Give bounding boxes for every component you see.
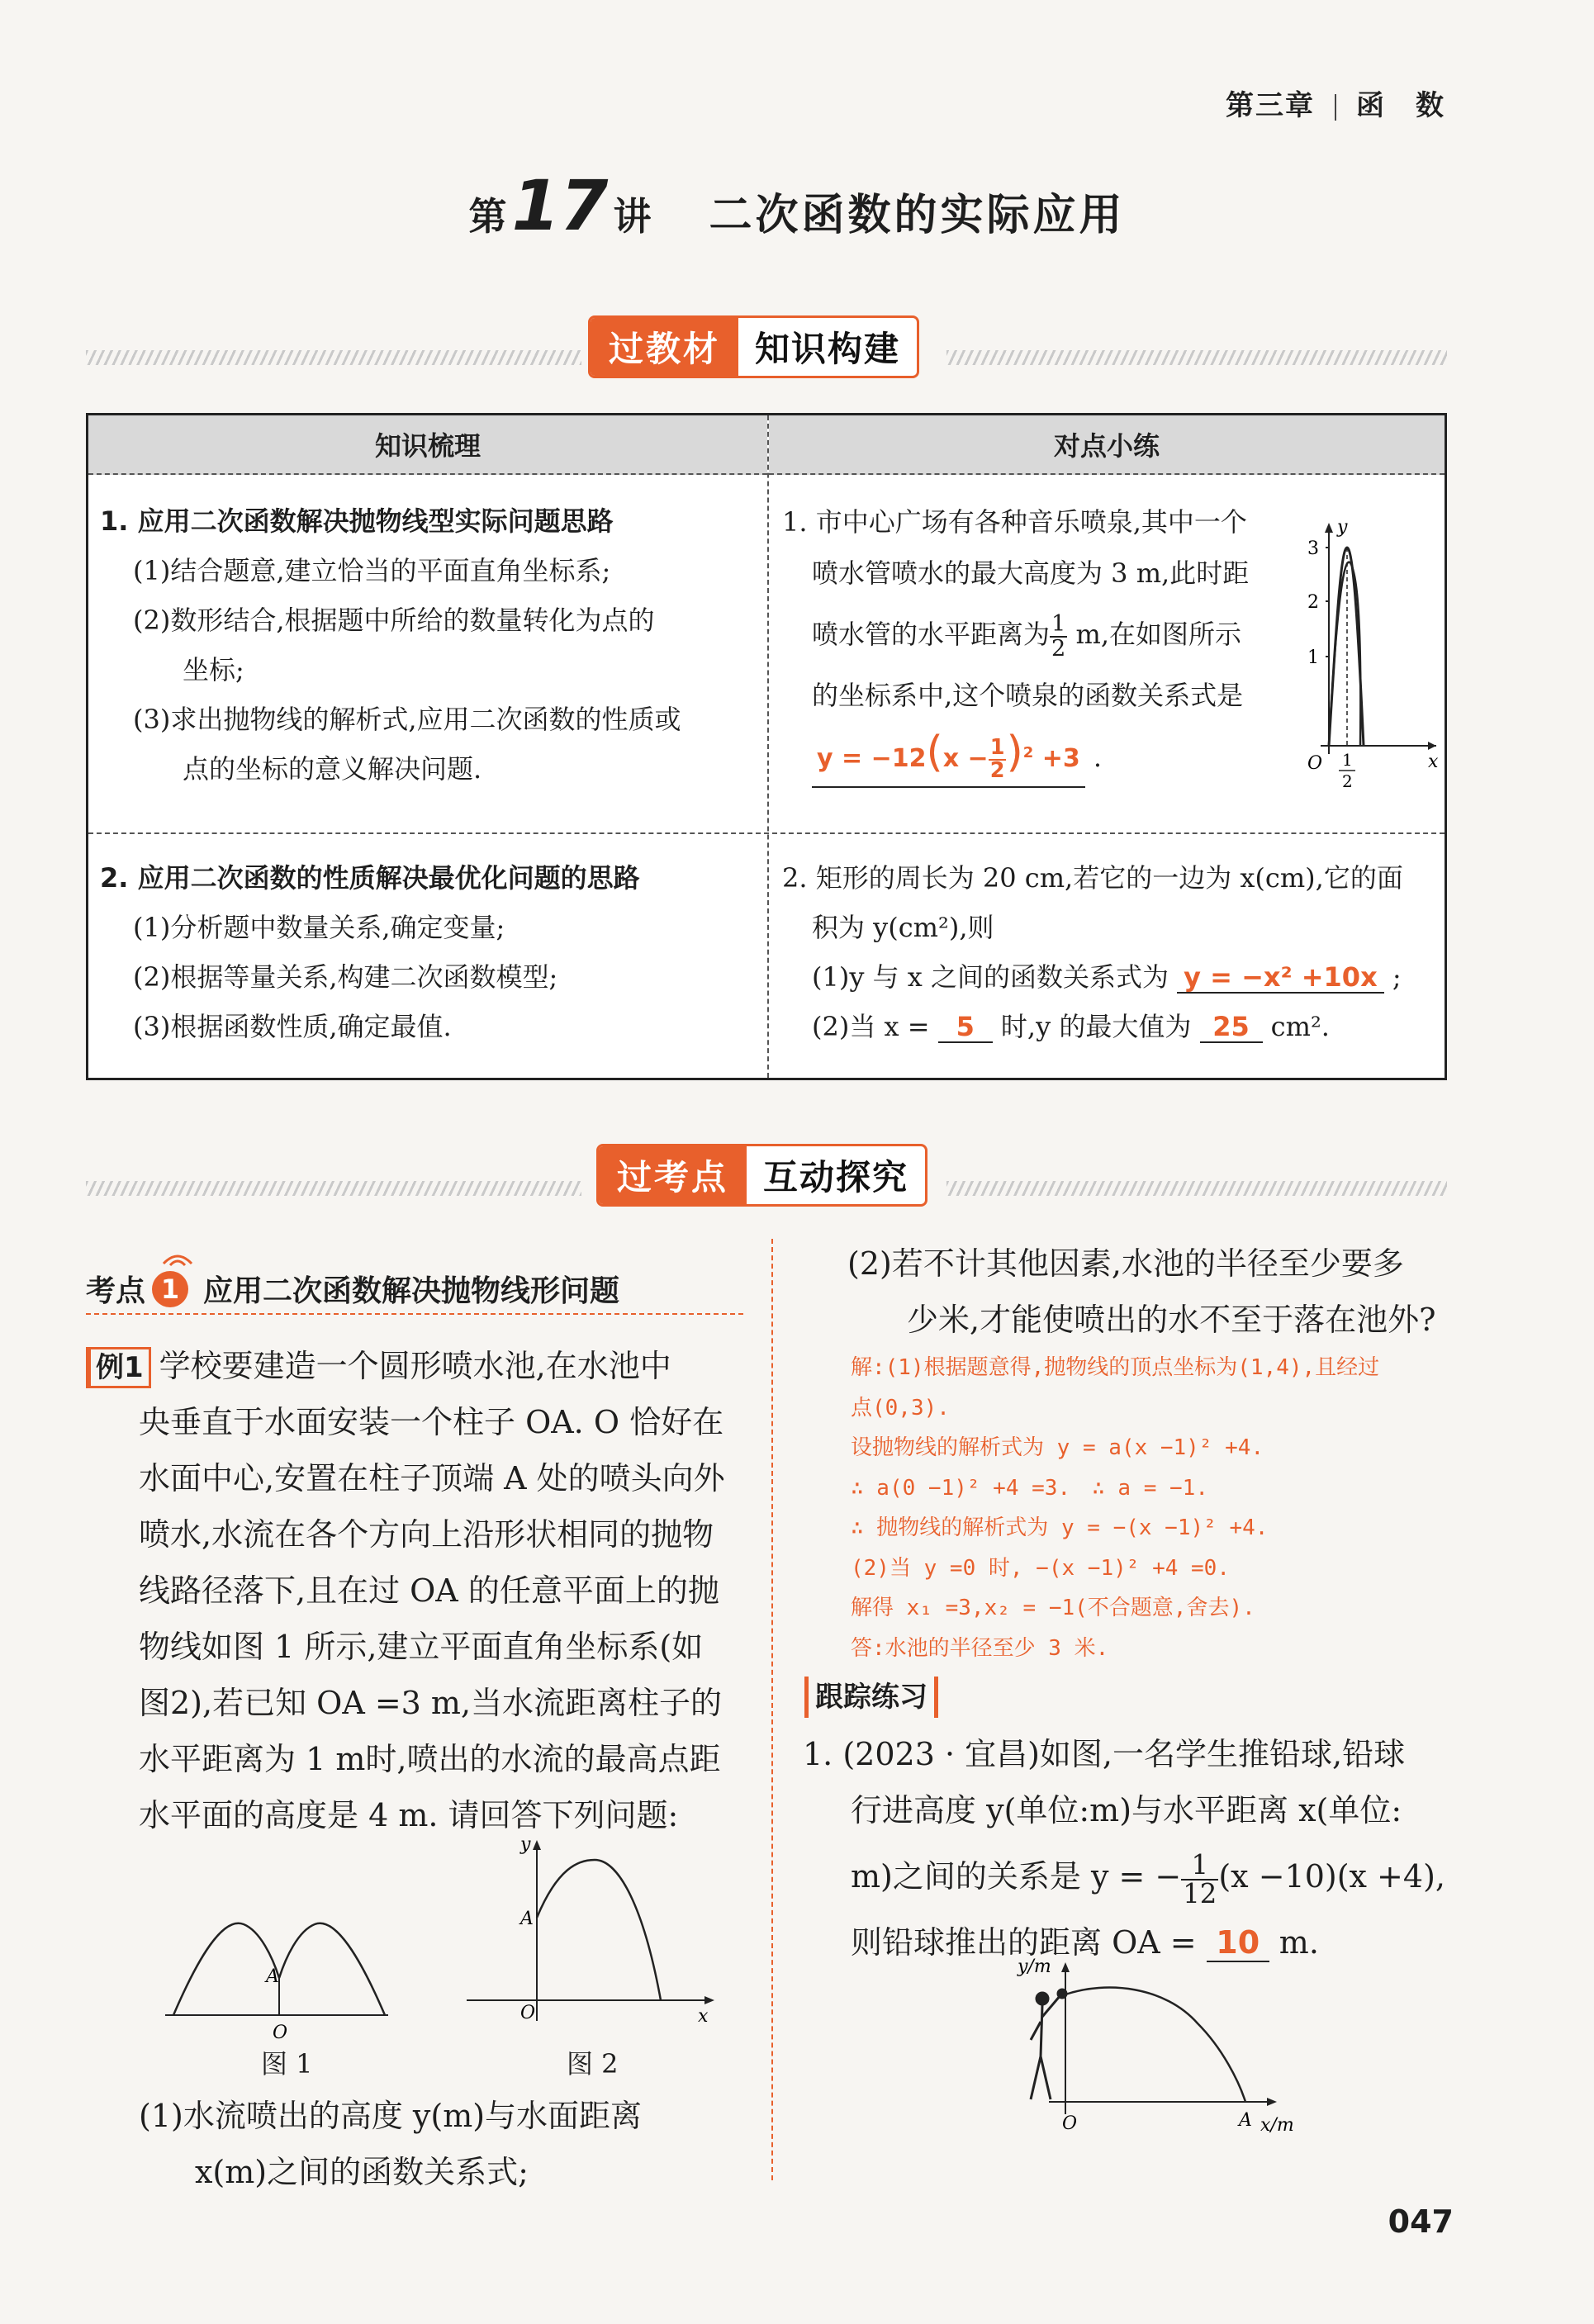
exercise-line-fraction bbox=[782, 599, 1294, 670]
fraction-one-twelfth bbox=[1181, 1849, 1218, 1909]
figure-2 bbox=[463, 1835, 719, 2025]
question-text: 时,y 的最大值为 bbox=[1000, 1011, 1192, 1042]
cell-exercise-2 bbox=[782, 853, 1435, 1051]
paren-close: ) bbox=[1006, 728, 1023, 777]
list-item: (2)根据等量关系,构建二次函数模型; bbox=[133, 961, 558, 993]
example-line: 央垂直于水面安装一个柱子 OA. O 恰好在 bbox=[139, 1404, 724, 1440]
practice-line: 1. (2023 · 宜昌)如图,一名学生推铅球,铅球 bbox=[803, 1736, 1406, 1772]
list-item: (3)根据函数性质,确定最值. bbox=[133, 1011, 452, 1042]
x-axis-arrow bbox=[1428, 742, 1436, 750]
banner-tag: 过教材 bbox=[591, 318, 738, 376]
example-line: 图2),若已知 OA =3 m,当水流距离柱子的 bbox=[139, 1685, 723, 1721]
kaodian-number-badge: 1 bbox=[152, 1271, 188, 1307]
banner-stripes-right bbox=[946, 1181, 1447, 1196]
title-number: 17 bbox=[511, 165, 609, 246]
fraction-num: 1 bbox=[1051, 611, 1066, 638]
right-parabola bbox=[279, 1923, 385, 2015]
point-a-label: A bbox=[1239, 2110, 1252, 2131]
x-axis-arrow bbox=[704, 1996, 714, 2004]
x-tick-den: 2 bbox=[1342, 771, 1353, 787]
x-label: x bbox=[698, 2006, 709, 2025]
column-divider bbox=[771, 1239, 773, 2180]
fraction-den: 12 bbox=[1183, 1877, 1217, 1909]
list-item: (3)求出抛物线的解析式,应用二次函数的性质或 bbox=[133, 704, 681, 735]
exercise-line: 2. 矩形的周长为 20 cm,若它的一边为 x(cm),它的面 bbox=[782, 862, 1403, 894]
cell-optimization-method bbox=[100, 853, 761, 1051]
paren-open: ( bbox=[926, 728, 943, 777]
exercise-line: 1. 市中心广场有各种音乐喷泉,其中一个 bbox=[782, 506, 1247, 538]
lecture-title bbox=[0, 165, 1594, 246]
section-banner-exam bbox=[596, 1144, 927, 1207]
example-question-2 bbox=[847, 1236, 1459, 1348]
practice-text: 则铅球推出的距离 OA = bbox=[851, 1924, 1197, 1961]
origin-label: O bbox=[1062, 2113, 1078, 2134]
signal-icon bbox=[157, 1245, 198, 1267]
left-parabola bbox=[173, 1923, 279, 2015]
topic-label: 函 数 bbox=[1356, 89, 1445, 122]
kaodian-heading bbox=[86, 1268, 619, 1310]
question-text: ; bbox=[1392, 961, 1402, 993]
answer-fraction bbox=[989, 735, 1007, 783]
example-question-1 bbox=[139, 2088, 750, 2200]
origin-label: O bbox=[520, 2003, 536, 2023]
running-header bbox=[1226, 83, 1445, 123]
exercise-line: 喷水管喷水的最大高度为 3 m,此时距 bbox=[812, 557, 1250, 589]
cell-heading: 2. 应用二次函数的性质解决最优化问题的思路 bbox=[100, 862, 640, 894]
table-header-left: 知识梳理 bbox=[88, 415, 767, 475]
x-label: x/m bbox=[1260, 2115, 1294, 2136]
practice-text: m. bbox=[1279, 1924, 1319, 1961]
example-line: 水平距离为 1 m时,喷出的水流的最高点距 bbox=[139, 1741, 721, 1777]
question-line: (2)若不计其他因素,水池的半径至少要多 bbox=[847, 1245, 1404, 1282]
section-banner-textbook bbox=[588, 315, 919, 378]
practice-1 bbox=[803, 1726, 1464, 1971]
fraction-den: 2 bbox=[1051, 635, 1066, 662]
practice-text: (x −10)(x +4), bbox=[1218, 1858, 1445, 1895]
example-text: 学校要建造一个圆形喷水池,在水池中 bbox=[159, 1348, 671, 1384]
practice-line-fraction bbox=[803, 1838, 1464, 1914]
banner-label: 知识构建 bbox=[755, 329, 901, 369]
answer-part: x − bbox=[942, 744, 989, 773]
question-text: cm². bbox=[1270, 1011, 1330, 1042]
kaodian-underline bbox=[86, 1313, 743, 1315]
banner-stripes-right bbox=[946, 350, 1447, 365]
example-line: 喷水,水流在各个方向上沿形状相同的抛物 bbox=[139, 1516, 714, 1553]
answer-blank: 25 bbox=[1200, 1013, 1263, 1043]
point-a-label: A bbox=[266, 1966, 279, 1987]
example-line: 水平面的高度是 4 m. 请回答下列问题: bbox=[139, 1797, 679, 1833]
example-line: 物线如图 1 所示,建立平面直角坐标系(如 bbox=[139, 1629, 704, 1665]
kaodian-title: 应用二次函数解决抛物线形问题 bbox=[203, 1274, 620, 1308]
origin-label: O bbox=[273, 2023, 288, 2043]
figure-2-caption: 图 2 bbox=[567, 2048, 619, 2080]
answer-part: +3 bbox=[1041, 744, 1080, 773]
title-prefix: 第 bbox=[468, 194, 507, 239]
answer-blank-1 bbox=[812, 724, 1085, 788]
example-line-1 bbox=[86, 1338, 747, 1394]
list-item: 点的坐标的意义解决问题. bbox=[183, 753, 482, 785]
fraction-half bbox=[1050, 611, 1067, 662]
practice-tag: 跟踪练习 bbox=[804, 1677, 938, 1718]
solution-line: 解得 x₁ =3,x₂ = −1(不合题意,舍去). bbox=[851, 1596, 1255, 1620]
solution-line: 解:(1)根据题意得,抛物线的顶点坐标为(1,4),且经过 bbox=[851, 1355, 1380, 1380]
figure-1-caption: 图 1 bbox=[261, 2048, 313, 2080]
question-line: (1)水流喷出的高度 y(m)与水面距离 bbox=[139, 2098, 643, 2134]
question-text: (1)y 与 x 之间的函数关系式为 bbox=[812, 961, 1169, 993]
banner-stripes-left bbox=[86, 1181, 581, 1196]
exercise-line: 积为 y(cm²),则 bbox=[812, 912, 994, 943]
x-tick-num: 1 bbox=[1342, 750, 1353, 770]
exercise-text: 喷水管的水平距离为 bbox=[812, 619, 1051, 650]
answer-blank: y = −x² +10x bbox=[1177, 963, 1384, 994]
y-axis-arrow bbox=[1061, 1962, 1070, 1972]
period: . bbox=[1093, 742, 1103, 773]
tick-label: 1 bbox=[1307, 647, 1319, 668]
answer-exponent: 2 bbox=[1022, 744, 1034, 761]
title-name: 二次函数的实际应用 bbox=[709, 191, 1126, 240]
cell-parabola-method bbox=[100, 496, 761, 794]
cell-heading: 1. 应用二次函数解决抛物线型实际问题思路 bbox=[100, 505, 614, 537]
practice-text: m)之间的关系是 y = − bbox=[851, 1858, 1182, 1895]
question-line: x(m)之间的函数关系式; bbox=[195, 2154, 529, 2190]
fraction-den: 2 bbox=[989, 757, 1005, 783]
list-item: (1)分析题中数量关系,确定变量; bbox=[133, 912, 505, 943]
example-line: 水面中心,安置在柱子顶端 A 处的喷头向外 bbox=[139, 1460, 725, 1496]
y-axis-arrow bbox=[533, 1840, 541, 1850]
answer-line bbox=[782, 724, 1294, 788]
solution-line: ∴ a(0 −1)² +4 =3. ∴ a = −1. bbox=[851, 1475, 1208, 1501]
solution-block bbox=[851, 1348, 1454, 1668]
table-horizontal-divider bbox=[88, 832, 1445, 834]
y-label: y bbox=[520, 1835, 531, 1855]
exercise-q1 bbox=[782, 952, 1435, 1002]
figure-1 bbox=[165, 1900, 388, 2065]
solution-line: 答:水池的半径至少 3 米. bbox=[851, 1635, 1109, 1661]
table-header-right: 对点小练 bbox=[769, 415, 1445, 475]
solution-line: ∴ 抛物线的解析式为 y = −(x −1)² +4. bbox=[851, 1515, 1269, 1540]
shotput-graph bbox=[999, 1957, 1330, 2139]
y-label: y bbox=[1337, 517, 1348, 538]
header-divider bbox=[1335, 94, 1336, 121]
example-1 bbox=[86, 1338, 747, 1843]
point-a-label: A bbox=[520, 1909, 534, 1929]
student-figure-icon bbox=[1031, 1990, 1066, 2099]
question-line: 少米,才能使喷出的水不至于落在池外? bbox=[907, 1302, 1436, 1338]
y-label: y/m bbox=[1018, 1957, 1051, 1977]
banner-stripes-left bbox=[86, 350, 581, 365]
banner-label: 互动探究 bbox=[763, 1157, 909, 1198]
table-vertical-divider bbox=[767, 415, 769, 1078]
cell-exercise-1 bbox=[782, 496, 1294, 788]
fountain-graph bbox=[1296, 515, 1445, 787]
answer-part: y = −12 bbox=[817, 744, 927, 773]
solution-line: 设抛物线的解析式为 y = a(x −1)² +4. bbox=[851, 1435, 1264, 1460]
origin-label: O bbox=[1307, 753, 1323, 774]
example-tag: 例1 bbox=[86, 1347, 151, 1388]
exercise-line: 的坐标系中,这个喷泉的函数关系式是 bbox=[812, 680, 1244, 711]
answer-blank: 10 bbox=[1207, 1926, 1269, 1962]
banner-tag: 过考点 bbox=[599, 1146, 747, 1204]
exercise-text: m,在如图所示 bbox=[1075, 619, 1242, 650]
trajectory-curve bbox=[1065, 1988, 1245, 2102]
title-suffix: 讲 bbox=[613, 194, 652, 239]
fraction-num: 1 bbox=[989, 735, 1005, 760]
kaodian-label: 考点 bbox=[86, 1274, 146, 1308]
solution-line: (2)当 y =0 时, −(x −1)² +4 =0. bbox=[851, 1555, 1230, 1581]
x-axis-arrow bbox=[1267, 2098, 1277, 2106]
example-line: 线路径落下,且在过 OA 的任意平面上的抛 bbox=[139, 1572, 719, 1609]
fountain-parabola bbox=[1329, 548, 1364, 746]
list-item: 坐标; bbox=[183, 654, 244, 685]
list-item: (2)数形结合,根据题中所给的数量转化为点的 bbox=[133, 605, 655, 636]
chapter-label: 第三章 bbox=[1226, 89, 1315, 122]
x-label: x bbox=[1428, 752, 1439, 772]
practice-line: 行进高度 y(单位:m)与水平距离 x(单位: bbox=[851, 1792, 1402, 1828]
answer-blank: 5 bbox=[938, 1013, 993, 1043]
page-number: 047 bbox=[1388, 2203, 1454, 2240]
solution-line: 点(0,3). bbox=[851, 1395, 950, 1420]
tick-label: 2 bbox=[1307, 592, 1319, 613]
question-text: (2)当 x = bbox=[812, 1011, 930, 1042]
parabola bbox=[537, 1860, 661, 2000]
y-axis-arrow bbox=[1325, 523, 1333, 533]
knowledge-table bbox=[86, 413, 1447, 1080]
exercise-q2 bbox=[782, 1002, 1435, 1051]
tick-label: 3 bbox=[1307, 538, 1319, 559]
fraction-num: 1 bbox=[1181, 1852, 1218, 1880]
list-item: (1)结合题意,建立恰当的平面直角坐标系; bbox=[133, 555, 611, 586]
